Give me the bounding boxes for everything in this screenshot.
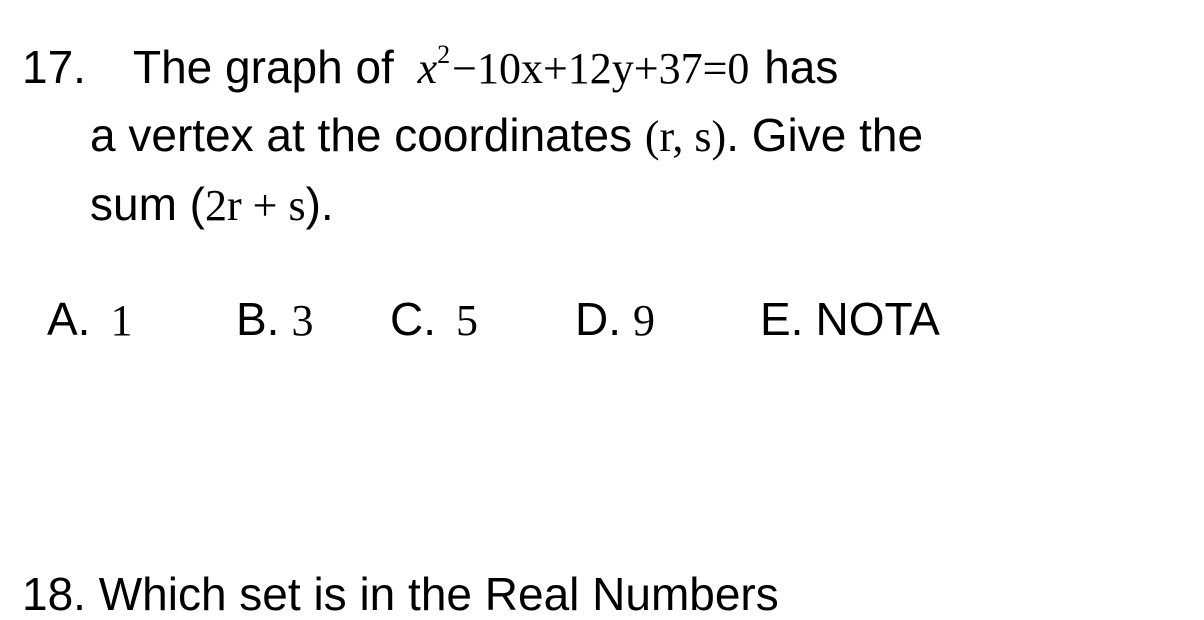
choice-value: NOTA [815, 293, 940, 345]
choice-letter: B. [236, 293, 280, 345]
choice-e[interactable] [760, 293, 940, 345]
next-question-partial: 18. Which set is in the Real Numbers [22, 568, 779, 620]
choice-letter: A. [47, 293, 91, 345]
vertex-coordinates: (r, s) [644, 112, 727, 161]
question-text-give: . Give the [726, 109, 924, 161]
choice-value: 9 [633, 296, 655, 345]
question-text-has: has [764, 41, 839, 93]
choice-value: 5 [456, 296, 478, 345]
equation-exponent: 2 [437, 40, 451, 70]
question-text-sum: sum ( [90, 178, 205, 230]
equation-rest: −10x+12y+37=0 [452, 44, 750, 93]
question-text-vertex: a vertex at the coordinates [90, 109, 633, 161]
choice-letter: D. [575, 293, 621, 345]
question-text-end: ). [305, 178, 334, 230]
choice-d[interactable] [575, 293, 655, 345]
question-text-start: The graph of [133, 41, 394, 93]
question-number: 17. [22, 41, 86, 93]
choice-value: 3 [291, 296, 314, 345]
choice-letter: E. [760, 293, 804, 345]
equation [407, 40, 752, 93]
choice-letter: C. [390, 293, 436, 345]
choice-value: 1 [110, 296, 133, 345]
choice-c[interactable] [390, 293, 478, 345]
sum-expression: 2r + s [205, 181, 306, 230]
choice-b[interactable] [236, 293, 314, 345]
question-line-2 [90, 109, 924, 161]
question-line-3 [90, 178, 334, 230]
equation-x: x [417, 44, 438, 93]
question-line-1 [133, 40, 839, 93]
choice-a[interactable] [47, 293, 133, 345]
